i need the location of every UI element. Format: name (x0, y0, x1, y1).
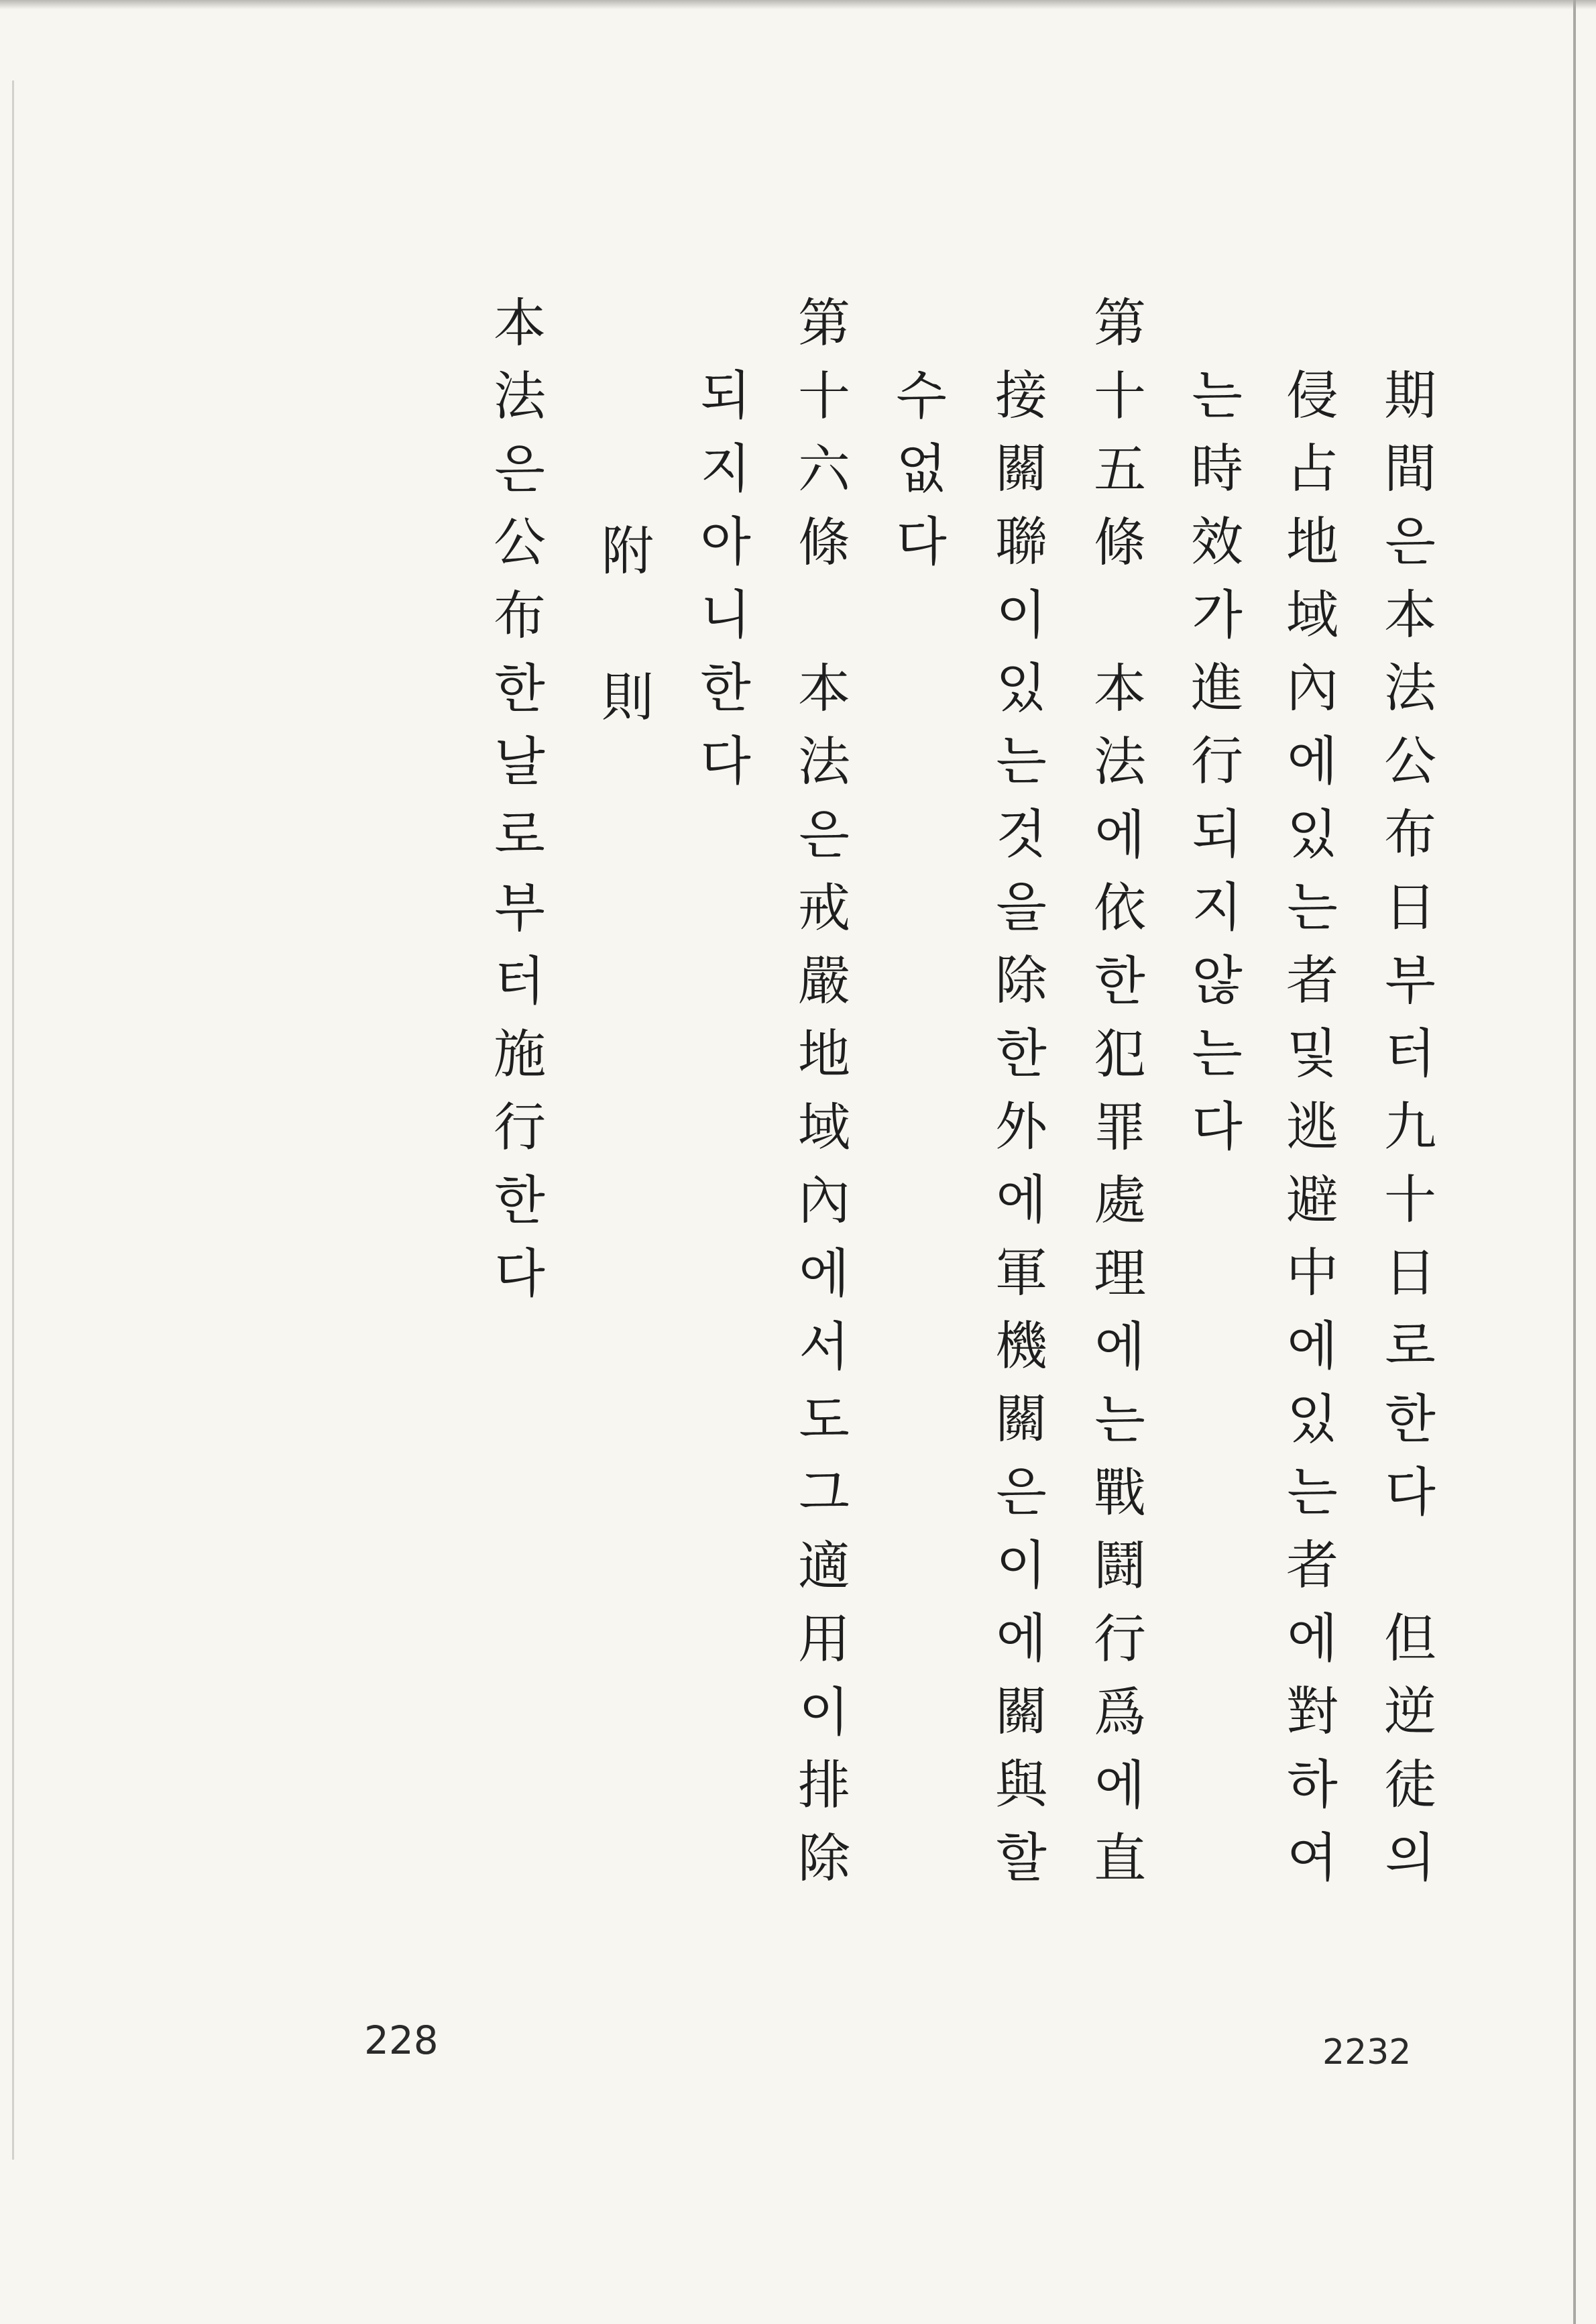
page-number-right: 2232 (1322, 2032, 1412, 2072)
text-column-6: 수없다 (887, 368, 947, 587)
scan-edge-right (1573, 0, 1576, 2324)
scan-edge-left (12, 80, 14, 2160)
text-column-5: 接關聯이있는것을除한外에軍機關은이에關與할 (986, 368, 1047, 1903)
text-column-10: 本法은公布한날로부터施行한다 (485, 295, 545, 1319)
text-column-3: 는時效가進行되지않는다 (1182, 368, 1243, 1172)
article-15-heading-column: 第十五條 本法에依한犯罪處理에는戰鬪行爲에直 (1085, 295, 1145, 1903)
scan-edge-top (0, 0, 1596, 9)
page-number-left: 228 (364, 2017, 439, 2063)
text-column-2: 侵占地域內에있는者및逃避中에있는者에對하여 (1277, 368, 1338, 1903)
article-16-heading-column: 第十六條 本法은戒嚴地域內에서도그適用이排除 (789, 295, 850, 1903)
text-column-1: 期間은本法公布日부터九十日로한다 但逆徒의 (1375, 368, 1436, 1903)
supplementary-provisions-heading: 附 則 (593, 523, 653, 742)
text-column-8: 되지아니한다 (691, 368, 751, 806)
